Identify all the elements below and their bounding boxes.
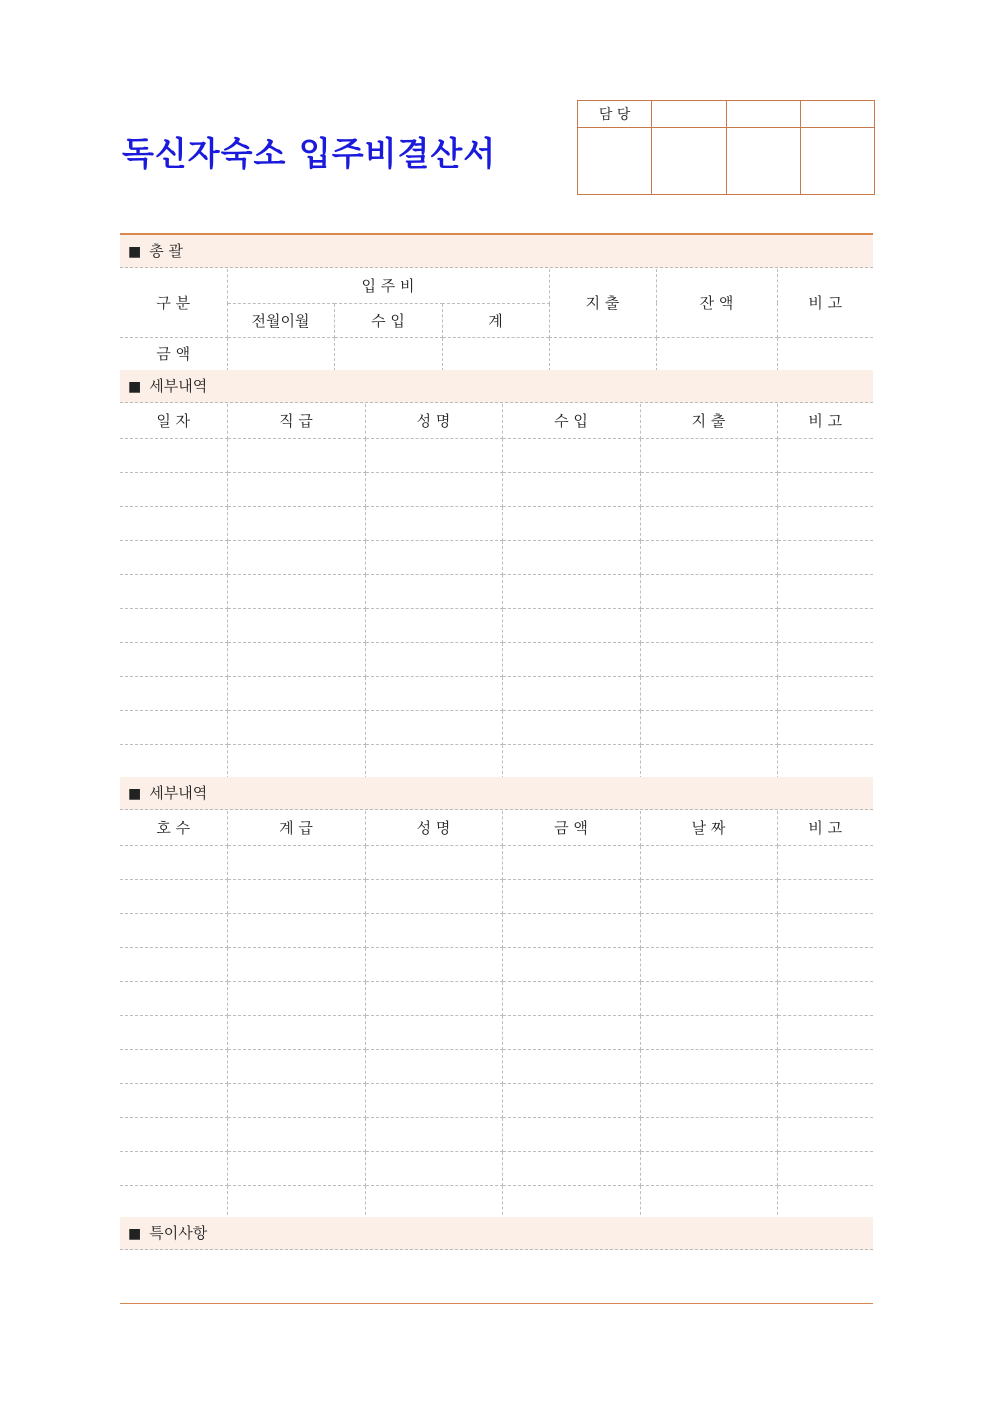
detail1-cell[interactable] [502,438,640,472]
summary-cell[interactable] [777,337,873,370]
detail1-cell[interactable] [777,472,873,506]
section-summary-header [120,235,873,268]
section-detail1-label: 세부내역 [149,377,208,395]
approval-header-label: 담 당 [578,101,652,128]
detail2-cell[interactable] [640,981,777,1015]
detail2-cell[interactable] [365,1117,502,1151]
detail1-cell[interactable] [227,574,365,608]
summary-total-header: 계 [442,303,549,337]
detail1-row [120,472,873,506]
detail2-cell[interactable] [640,1185,777,1219]
detail2-cell[interactable] [227,1117,365,1151]
detail1-cell[interactable] [777,710,873,744]
detail2-cell[interactable] [365,947,502,981]
detail1-cell[interactable] [227,506,365,540]
detail2-cell[interactable] [502,1185,640,1219]
detail1-header-name: 성 명 [365,404,502,438]
detail2-row [120,1015,873,1049]
detail1-cell[interactable] [227,608,365,642]
detail2-cell[interactable] [640,913,777,947]
detail1-cell[interactable] [120,506,227,540]
detail1-table [120,404,873,779]
detail2-cell[interactable] [120,1185,227,1219]
detail1-row [120,744,873,778]
detail1-cell[interactable] [365,574,502,608]
summary-cell[interactable] [549,337,656,370]
detail1-cell[interactable] [365,608,502,642]
detail2-cell[interactable] [502,1049,640,1083]
detail2-cell[interactable] [120,981,227,1015]
detail2-cell[interactable] [777,981,873,1015]
approval-header-cell[interactable] [726,101,800,128]
detail1-cell[interactable] [120,642,227,676]
summary-amount-label: 금 액 [120,337,227,370]
detail2-cell[interactable] [777,845,873,879]
detail2-row [120,981,873,1015]
detail2-row [120,1117,873,1151]
summary-table [120,269,873,371]
detail1-cell[interactable] [502,608,640,642]
detail1-cell[interactable] [640,438,777,472]
detail1-cell[interactable] [365,642,502,676]
summary-cell[interactable] [227,337,334,370]
detail2-cell[interactable] [227,879,365,913]
detail2-cell[interactable] [640,1083,777,1117]
detail1-row [120,710,873,744]
detail2-cell[interactable] [640,947,777,981]
detail2-cell[interactable] [777,1117,873,1151]
detail2-row [120,913,873,947]
detail2-cell[interactable] [640,879,777,913]
document-title: 독신자숙소 입주비결산서 [122,134,497,173]
detail2-header-room: 호 수 [120,811,227,845]
detail2-cell[interactable] [777,1083,873,1117]
approval-sign-cell[interactable] [652,128,726,195]
detail1-cell[interactable] [227,438,365,472]
detail2-header-rank: 계 급 [227,811,365,845]
detail1-cell[interactable] [640,710,777,744]
detail2-cell[interactable] [502,913,640,947]
detail1-cell[interactable] [227,710,365,744]
detail2-cell[interactable] [365,1083,502,1117]
detail1-cell[interactable] [640,506,777,540]
detail2-cell[interactable] [227,1049,365,1083]
section-detail1-header [120,370,873,403]
detail1-row [120,540,873,574]
detail2-cell[interactable] [120,879,227,913]
detail1-cell[interactable] [120,438,227,472]
detail1-cell[interactable] [502,710,640,744]
detail1-cell[interactable] [502,540,640,574]
detail1-cell[interactable] [640,574,777,608]
summary-category-header: 구 분 [120,269,227,337]
detail2-table [120,811,873,1220]
detail1-cell[interactable] [365,506,502,540]
detail2-cell[interactable] [365,845,502,879]
detail2-cell[interactable] [502,981,640,1015]
square-bullet-icon: ■ [128,786,142,802]
detail1-cell[interactable] [640,676,777,710]
detail2-cell[interactable] [120,1117,227,1151]
detail2-cell[interactable] [365,981,502,1015]
detail1-cell[interactable] [502,744,640,778]
detail2-cell[interactable] [502,1083,640,1117]
detail2-cell[interactable] [502,1151,640,1185]
detail2-cell[interactable] [777,1015,873,1049]
detail2-cell[interactable] [227,1151,365,1185]
detail1-cell[interactable] [502,574,640,608]
detail1-header-rank: 직 급 [227,404,365,438]
detail2-cell[interactable] [227,947,365,981]
detail1-cell[interactable] [227,642,365,676]
detail2-cell[interactable] [365,1049,502,1083]
detail1-cell[interactable] [120,540,227,574]
detail2-cell[interactable] [640,845,777,879]
detail1-cell[interactable] [777,438,873,472]
detail1-cell[interactable] [777,574,873,608]
detail1-cell[interactable] [365,676,502,710]
summary-cell[interactable] [442,337,549,370]
bottom-rule [120,1303,873,1304]
detail2-row [120,845,873,879]
detail2-cell[interactable] [120,1151,227,1185]
detail2-cell[interactable] [365,913,502,947]
detail2-cell[interactable] [777,879,873,913]
detail1-cell[interactable] [227,676,365,710]
detail2-row [120,879,873,913]
section-remarks-label: 특이사항 [149,1224,208,1242]
detail1-cell[interactable] [502,676,640,710]
section-detail2-header [120,777,873,810]
detail2-cell[interactable] [227,1083,365,1117]
detail2-cell[interactable] [777,947,873,981]
detail1-cell[interactable] [640,540,777,574]
approval-sign-cell[interactable] [578,128,652,195]
approval-box [577,100,875,195]
detail2-row [120,1049,873,1083]
detail2-cell[interactable] [120,1083,227,1117]
detail2-header-amount: 금 액 [502,811,640,845]
section-summary-label: 총 괄 [149,242,183,260]
detail1-row [120,642,873,676]
detail2-row [120,1151,873,1185]
summary-income-header: 수 입 [334,303,442,337]
detail2-cell[interactable] [777,1185,873,1219]
square-bullet-icon: ■ [128,1226,142,1242]
detail2-cell[interactable] [227,1015,365,1049]
detail1-cell[interactable] [502,642,640,676]
summary-prev-header: 전월이월 [227,303,334,337]
detail2-cell[interactable] [777,913,873,947]
detail1-cell[interactable] [120,608,227,642]
detail2-cell[interactable] [365,1185,502,1219]
detail1-cell[interactable] [227,744,365,778]
detail1-cell[interactable] [777,608,873,642]
detail1-row [120,676,873,710]
detail2-header-date: 날 짜 [640,811,777,845]
detail1-cell[interactable] [120,472,227,506]
approval-sign-cell[interactable] [800,128,874,195]
detail2-cell[interactable] [120,1049,227,1083]
summary-note-header: 비 고 [777,269,873,337]
detail2-cell[interactable] [227,981,365,1015]
detail1-cell[interactable] [365,472,502,506]
detail2-row [120,947,873,981]
detail2-row [120,1185,873,1219]
detail2-cell[interactable] [777,1049,873,1083]
detail1-cell[interactable] [120,574,227,608]
approval-header-cell[interactable] [800,101,874,128]
detail1-cell[interactable] [777,540,873,574]
detail1-header-note: 비 고 [777,404,873,438]
detail1-cell[interactable] [777,506,873,540]
detail2-cell[interactable] [365,1015,502,1049]
detail1-cell[interactable] [777,676,873,710]
detail2-cell[interactable] [227,913,365,947]
approval-header-cell[interactable] [652,101,726,128]
detail1-cell[interactable] [502,506,640,540]
approval-sign-cell[interactable] [726,128,800,195]
detail1-cell[interactable] [120,744,227,778]
detail2-cell[interactable] [120,947,227,981]
detail1-header-expense: 지 출 [640,404,777,438]
summary-rent-header: 입 주 비 [227,269,549,303]
detail2-cell[interactable] [365,879,502,913]
summary-cell[interactable] [334,337,442,370]
detail1-cell[interactable] [640,608,777,642]
detail2-header-note: 비 고 [777,811,873,845]
detail1-cell[interactable] [227,472,365,506]
detail2-cell[interactable] [120,845,227,879]
detail2-cell[interactable] [640,1151,777,1185]
detail2-cell[interactable] [502,1015,640,1049]
detail2-cell[interactable] [502,947,640,981]
detail1-cell[interactable] [640,642,777,676]
summary-expense-header: 지 출 [549,269,656,337]
detail1-cell[interactable] [365,540,502,574]
detail1-cell[interactable] [777,642,873,676]
detail1-cell[interactable] [365,438,502,472]
detail1-row [120,438,873,472]
detail2-cell[interactable] [640,1015,777,1049]
detail1-cell[interactable] [502,472,640,506]
detail1-header-date: 일 자 [120,404,227,438]
detail1-cell[interactable] [227,540,365,574]
detail2-cell[interactable] [502,845,640,879]
detail1-row [120,506,873,540]
square-bullet-icon: ■ [128,244,142,260]
detail2-cell[interactable] [227,845,365,879]
section-detail2-label: 세부내역 [149,784,208,802]
summary-balance-header: 잔 액 [656,269,777,337]
detail1-cell[interactable] [120,710,227,744]
detail2-cell[interactable] [640,1049,777,1083]
detail1-cell[interactable] [640,472,777,506]
detail1-cell[interactable] [365,710,502,744]
detail1-row [120,574,873,608]
detail1-cell[interactable] [777,744,873,778]
section-remarks-header [120,1217,873,1250]
summary-cell[interactable] [656,337,777,370]
detail2-cell[interactable] [120,913,227,947]
detail1-row [120,608,873,642]
detail2-cell[interactable] [365,1151,502,1185]
detail2-cell[interactable] [120,1015,227,1049]
detail2-cell[interactable] [502,1117,640,1151]
detail2-cell[interactable] [227,1185,365,1219]
detail2-row [120,1083,873,1117]
detail2-cell[interactable] [502,879,640,913]
square-bullet-icon: ■ [128,379,142,395]
detail1-header-income: 수 입 [502,404,640,438]
detail2-cell[interactable] [777,1151,873,1185]
detail1-cell[interactable] [365,744,502,778]
detail2-cell[interactable] [640,1117,777,1151]
detail2-header-name: 성 명 [365,811,502,845]
detail1-cell[interactable] [640,744,777,778]
detail1-cell[interactable] [120,676,227,710]
